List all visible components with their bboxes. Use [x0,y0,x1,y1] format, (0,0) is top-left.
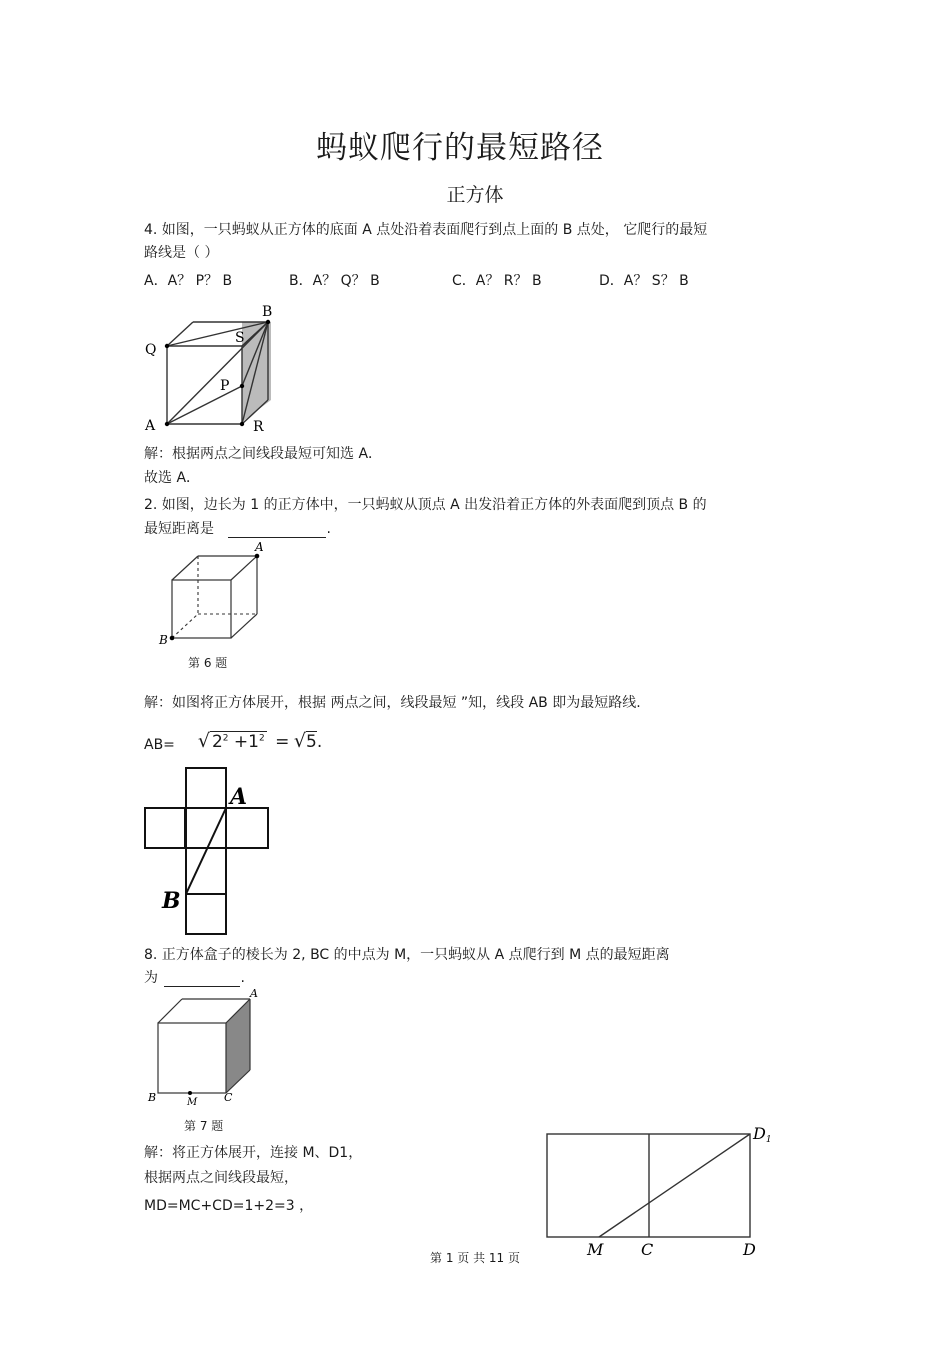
q3-rect-label-d: D [743,1240,756,1259]
q1-text-line2: 路线是（ ） [144,245,219,261]
q3-text-line2-end: . [240,970,245,986]
q2-formula-b: 1 [248,732,259,752]
q2-formula-result: 5 [305,732,317,752]
q3-cube-shaded-face [226,999,250,1093]
q3-cube-label-a: A [250,987,258,1000]
q3-rect-label-d1-main: D [753,1124,766,1143]
q2-formula-exp-b: 2 [258,733,265,744]
q1-solution-line2: 故选 A． [144,470,201,486]
q2-cube-label-b: B [159,633,168,647]
q2-cube-label-a: A [255,540,264,554]
q2-net-figure [140,762,280,942]
q3-rect-label-d1-sub: 1 [765,1135,772,1145]
q1-option-c: C．A？ R？ B [452,273,542,289]
q3-cube-label-c: C [224,1091,233,1104]
sqrt-symbol-icon: √ [293,730,306,752]
q3-unfolded-rectangle-figure [540,1122,785,1262]
q2-formula-end: . [316,732,323,752]
section-subtitle: 正方体 [446,184,504,206]
q3-solution-line3: MD=MC+CD=1+2=3 ， [144,1198,314,1214]
q3-rect-label-d1 [752,1124,772,1145]
q1-text-line1: 4. 如图，一只蚂蚁从正方体的底面 A 点处沿着表面爬行到点上面的 B 点处， 它爬行的最短 [144,222,708,238]
sqrt-symbol-icon: √ [197,730,210,752]
page-footer: 第 1 页 共 11 页 [430,1251,520,1265]
q3-text-line2-label: 为 [144,970,158,986]
q2-formula-lhs: AB= [144,737,175,753]
q2-formula [144,730,322,752]
q2-figure-caption: 第 6 题 [188,656,228,670]
q2-net-label-b: B [162,888,181,914]
q2-cube-figure [150,538,275,648]
q2-formula-exp-a: 2 [222,733,229,744]
q1-cube-figure [140,300,290,438]
q1-option-d: D．A？ S？ B [599,273,689,289]
q3-cube-figure [144,985,269,1107]
q1-label-b: B [262,304,273,320]
q1-label-r: R [253,419,264,435]
q1-option-a: A．A？ P？ B [144,273,233,289]
q1-label-p: P [220,378,230,394]
q3-text-line1: 8. 正方体盒子的棱长为 2, BC 的中点为 M，一只蚂蚁从 A 点爬行到 M 点的最短距离 [144,947,670,963]
q3-rect-label-m: M [587,1240,604,1259]
q1-label-q: Q [145,342,157,358]
q3-cube-label-m: M [187,1097,198,1107]
q2-text-line1: 2. 如图，边长为 1 的正方体中，一只蚂蚁从顶点 A 出发沿着正方体的外表面爬到顶点 B 的 [144,497,707,513]
page-title: 蚂蚁爬行的最短路径 [316,130,604,166]
q3-cube-label-b: B [148,1091,157,1104]
q2-net-label-a: A [230,784,248,810]
q1-solution-line1: 解：根据两点之间线段最短可知选 A． [144,446,383,462]
q1-option-b: B．A？ Q？ B [289,273,380,289]
q3-figure-caption: 第 7 题 [184,1119,224,1133]
q2-text-line2-end: . [326,521,331,537]
q2-solution-text: 解：如图将正方体展开，根据 两点之间，线段最短 ”知，线段 AB 即为最短路线. [144,695,641,711]
q1-label-a: A [145,418,156,434]
q2-formula-equals: = [275,732,290,752]
q2-text-line2 [144,520,331,538]
q3-solution-line2: 根据两点之间线段最短， [144,1170,298,1186]
q1-label-s: S [235,330,245,346]
q2-text-line2-label: 最短距离是 [144,521,214,537]
q3-solution-line1: 解：将正方体展开，连接 M、D1， [144,1145,363,1161]
q2-formula-a: 2 [211,732,223,752]
q3-rect-label-c: C [641,1240,654,1259]
q2-formula-radicand: $2^2 +1^2$ [211,732,265,752]
